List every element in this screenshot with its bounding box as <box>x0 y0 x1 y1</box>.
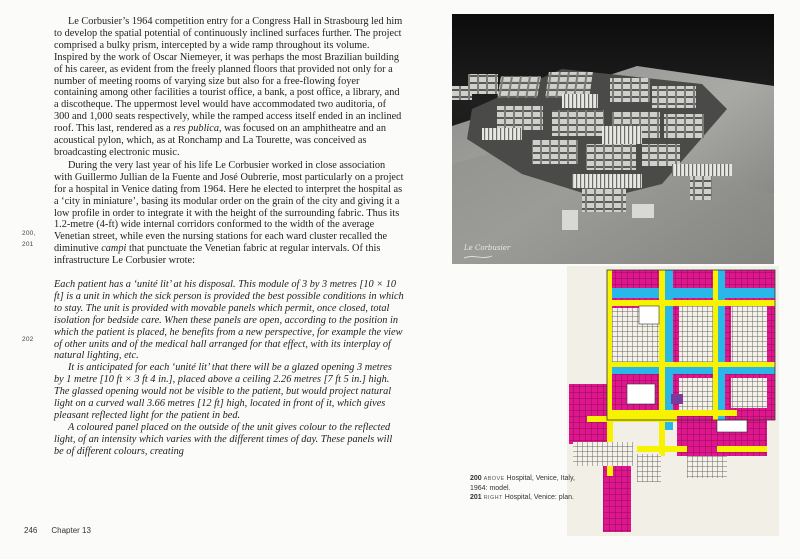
margin-ref-201: 201 <box>22 241 34 248</box>
margin-ref-202: 202 <box>22 336 34 343</box>
quote-paragraph-3: A coloured panel placed on the outside of the unit gives colour to the reflected light, of an intensity which varies with the different times of day. These panels will be of different colours, creating <box>54 421 393 457</box>
paragraph-strasbourg: Le Corbusier’s 1964 competition entry for a Congress Hall in Strasbourg led him to develop the spatial potential of continuously inclined surfaces further. The project comprised a bulky prism, intercepted by a wide ramp throughout its volume. Inspired by the work of Oscar Niemeyer, it was perhaps the most Brazilian building of his career, as evident from the freely planned floors that provided not only for a number of meeting rooms of varying size but also for a free-flowing foyer containing among other facilities a tourist office, a bank, a post office, a library, and a discotheque. The uppermost level would have accommodated two auditoria, of 300 and 1,000 seats respectively, while the ramped access itself ended in an inclined roof. This last, rendered as a res publica, was focused on an amphitheatre and an acoustical pylon, which, as at Ronchamp and La Tourette, was conceived as broadcasting electronic music. <box>54 16 403 158</box>
figure-caption <box>470 474 590 503</box>
page-footer <box>24 526 91 535</box>
photo-signature: Le Corbusier <box>464 244 511 252</box>
paragraph-venice-hospital: During the very last year of his life Le Corbusier worked in close association with Guillermo Jullian de la Fuente and José Oubrerie, most particularly on a project for a hospital in Venice dating from 1964. Here he elected to interpret the hospital as a ‘city in miniature’, basing its modular order on the grain of the city and giving it a low profile in order to integrate it with the height of the surrounding fabric. Thus its 1.2-metre (4-ft) wide internal corridors conformed to the width of the average Venetian street, while even the nursing stations for each ward cluster recalled the diminutive campi that punctuate the Venetian fabric at regular intervals. Of this infrastructure Le Corbusier wrote: <box>54 159 404 267</box>
hospital-plan-drawing <box>567 266 779 536</box>
quote-paragraph-2: It is anticipated for each ‘unité lit’ that there will be a glazed opening 3 metres by 1 metre [10 ft × 3 ft 4 in.], placed above a ceiling 2.26 metres [7 ft 5 in.] high. The glassed opening would not be visible to the patient, but would project natural light on a curved wall 3.66 metres [12 ft] high, located in front of it, which gives pleasant reflected light for the patient in bed. <box>54 362 392 421</box>
chapter-label: Chapter 13 <box>51 526 91 535</box>
margin-ref-200: 200, <box>22 230 36 237</box>
page-number: 246 <box>24 526 38 535</box>
hospital-model-photo <box>452 14 774 264</box>
body-text-column <box>54 16 404 458</box>
caption-200: 200 ABOVE Hospital, Venice, Italy, 1964: model. <box>470 475 575 492</box>
quote-paragraph-1: Each patient has a ‘unité lit’ at his disposal. This module of 3 by 3 metres [10 × 10 ft] is a unit in which the sick person is provided the best possible conditions in which to stay. The unit is provided with movable panels which permit, once closed, total isolation for bedside care. When these panels are open, according to the position in which the patient is placed, he benefits from a new perspective, for example the view of other units and of the medical hall arranged for that effect, with its interplay of natural lighting, etc. <box>54 279 404 362</box>
caption-201: 201 RIGHT Hospital, Venice: plan. <box>470 494 574 501</box>
